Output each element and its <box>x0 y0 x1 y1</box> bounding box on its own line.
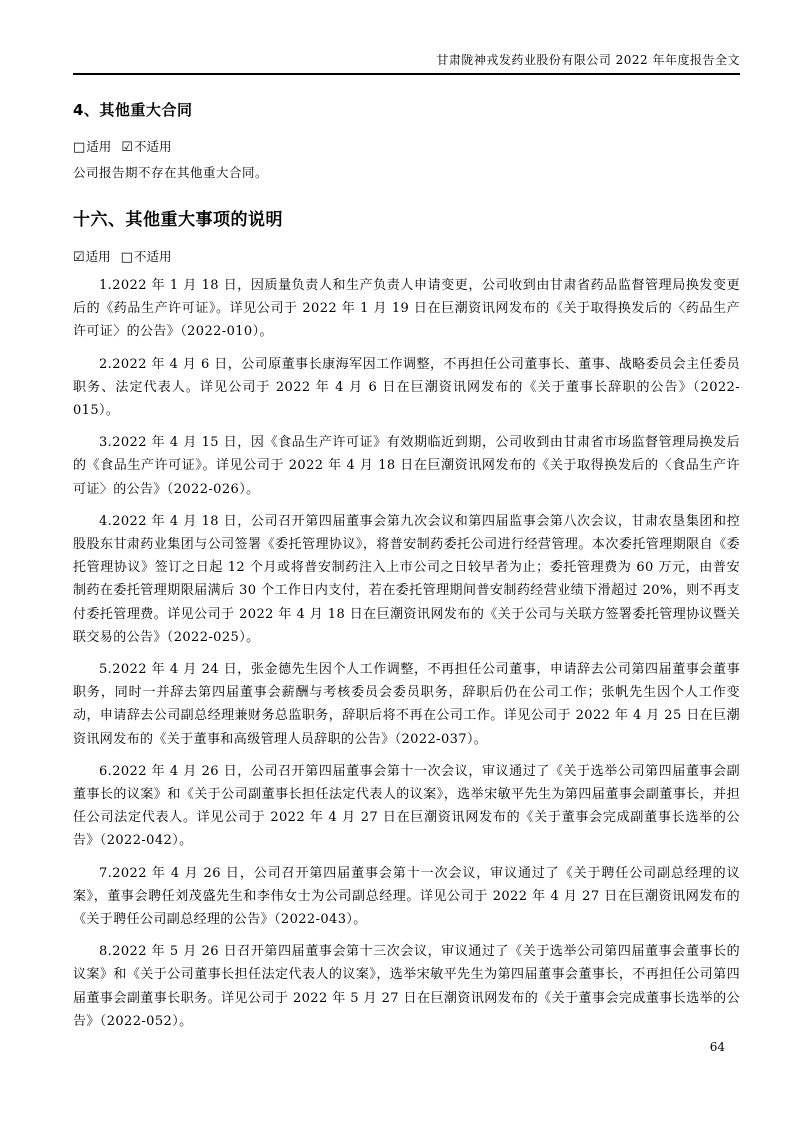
paragraph-5: 5.2022 年 4 月 24 日，张金德先生因个人工作调整，不再担任公司董事，申请辞去公司第四届董事会董事职务，同时一并辞去第四届董事会薪酬与考核委员会委员职务，辞职后仍在公司工作；张帆先生因个人工作变动，申请辞去公司副总经理兼财务总监职务，辞职后将不再在公司工作。详见公司于 2022 年 4 月 25 日在巨潮资讯网发布的《关于董事和高级管理人员辞职的公告》（2022-037）。 <box>73 662 740 747</box>
checkbox-unchecked-icon: □ <box>120 250 133 265</box>
section-16-applicable-option <box>73 249 111 264</box>
paragraph-4: 4.2022 年 4 月 18 日，公司召开第四届董事会第九次会议和第四届监事会第八次会议，甘肃农垦集团和控股股东甘肃药业集团与公司签署《委托管理协议》，将普安制药委托公司进行经营管理。本次委托管理期限自《委托管理协议》签订之日起 12 个月或将普安制药注入上市公司之日较早者为止；委托管理费为 60 万元，由普安制药在委托管理期限届满后 30 个工作日内支付，若在委托管理期间普安制药经营业绩下滑超过 20%，则不再支付委托管理费。详见公司于 2022 年 4 月 18 日在巨潮资讯网发布的《关于公司与关联方签署委托管理协议暨关联交易的公告》（2022-025）。 <box>73 513 740 645</box>
page-content <box>73 0 740 1033</box>
checkbox-checked-icon: ☑ <box>73 250 85 265</box>
page-number: 64 <box>709 1040 725 1054</box>
section-16-applicability <box>73 249 740 265</box>
section-16-title: 十六、其他重大事项的说明 <box>73 210 283 230</box>
paragraph-3: 3.2022 年 4 月 15 日，因《食品生产许可证》有效期临近到期，公司收到由甘肃省市场监督管理局换发后的《食品生产许可证》。详见公司于 2022 年 4 月 18 日在巨潮资讯网发布的《关于取得换发后的〈食品生产许可证〉的公告》（2022-026）。 <box>73 435 740 497</box>
paragraph-6: 6.2022 年 4 月 26 日，公司召开第四届董事会第十一次会议，审议通过了《关于选举公司第四届董事会副董事长的议案》和《关于公司副董事长担任法定代表人的议案》，选举宋敏平先生为第四届董事会副董事长，并担任公司法定代表人。详见公司于 2022 年 4 月 27 日在巨潮资讯网发布的《关于董事会完成副董事长选举的公告》（2022-042）。 <box>73 763 740 849</box>
applicable-label: 适用 <box>86 139 112 154</box>
paragraph-2: 2.2022 年 4 月 6 日，公司原董事长康海军因工作调整，不再担任公司董事长、董事、战略委员会主任委员职务、法定代表人。详见公司于 2022 年 4 月 6 日在巨潮资讯网发布的《关于董事长辞职的公告》（2022-015）。 <box>73 356 740 419</box>
section-16-body <box>73 274 740 1033</box>
applicable-label: 适用 <box>85 249 111 264</box>
not-applicable-label: 不适用 <box>133 139 172 154</box>
section-4-not-applicable-option <box>121 139 171 154</box>
header-title: 甘肃陇神戎发药业股份有限公司 2022 年年度报告全文 <box>436 53 740 67</box>
page-header <box>73 0 740 68</box>
paragraph-1: 1.2022 年 1 月 18 日，因质量负责人和生产负责人申请变更，公司收到由甘肃省药品监督管理局换发变更后的《药品生产许可证》。详见公司于 2022 年 1 月 19 日在巨潮资讯网发布的《关于取得换发后的〈药品生产许可证〉的公告》（2022-010）。 <box>73 278 740 340</box>
section-4-body: 公司报告期不存在其他重大合同。 <box>73 165 269 180</box>
checkbox-unchecked-icon: □ <box>73 140 86 155</box>
section-4-title: 4、其他重大合同 <box>73 101 193 119</box>
section-4-applicable-option <box>73 139 111 154</box>
paragraph-8: 8.2022 年 5 月 26 日召开第四届董事会第十三次会议，审议通过了《关于选举公司第四届董事会董事长的议案》和《关于公司董事长担任法定代表人的议案》，选举宋敏平先生为第四届董事会董事长，不再担任公司第四届董事会副董事长职务。详见公司于 2022 年 5 月 27 日在巨潮资讯网发布的《关于董事会完成董事长选举的公告》（2022-052）。 <box>73 944 740 1029</box>
not-applicable-label: 不适用 <box>133 249 172 264</box>
checkbox-checked-icon: ☑ <box>121 140 133 155</box>
section-16-not-applicable-option <box>121 249 172 264</box>
paragraph-7: 7.2022 年 4 月 26 日，公司召开第四届董事会第十一次会议，审议通过了《关于聘任公司副总经理的议案》，董事会聘任刘茂盛先生和李伟女士为公司副总经理。详见公司于 2022 年 4 月 27 日在巨潮资讯网发布的《关于聘任公司副总经理的公告》（2022-043）。 <box>73 865 740 928</box>
section-4-applicability <box>73 139 740 155</box>
header-divider <box>73 73 740 75</box>
